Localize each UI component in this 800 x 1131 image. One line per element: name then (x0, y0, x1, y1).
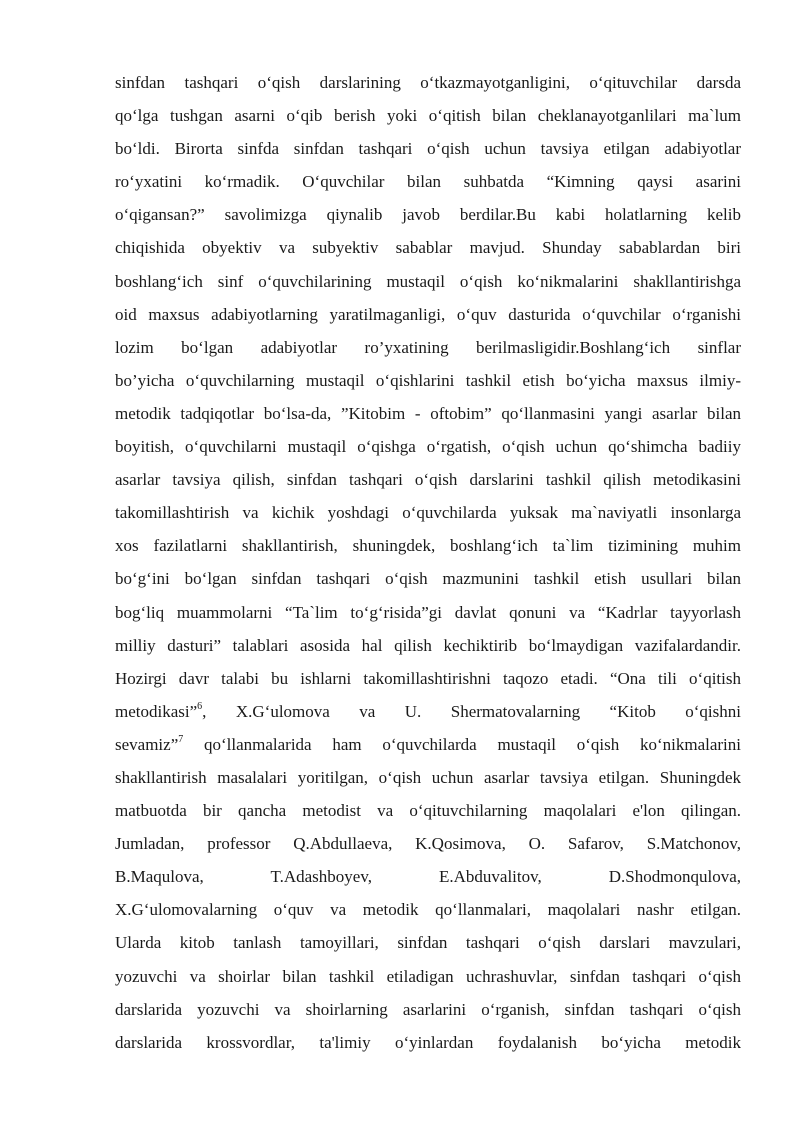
footnote-marker[interactable]: 7 (178, 734, 184, 746)
text-segment: qo‘llanmalarida ham o‘quvchilarda mustaqil o‘qish ko‘nikmalarini (203, 734, 741, 754)
document-page (115, 66, 741, 1059)
text-line-footnote-6 (115, 695, 741, 728)
text-line: o‘qigansan?” savolimizga qiynalib javob berdilar.Bu kabi holatlarning kelib (115, 205, 741, 225)
text-line: X.G‘ulomovalarning o‘quv va metodik qo‘llanmalari, maqolalari nashr etilgan. (115, 900, 741, 920)
text-line: takomillashtirish va kichik yoshdagi o‘quvchilarda yuksak ma`naviyatli insonlarga (115, 503, 741, 523)
text-line: yozuvchi va shoirlar bilan tashkil etiladigan uchrashuvlar, sinfdan tashqari o‘qish (115, 966, 741, 986)
text-line: metodik tadqiqotlar bo‘lsa-da, ”Kitobim - oftobim” qo‘llanmasini yangi asarlar bilan (115, 403, 741, 423)
text-line: bog‘liq muammolarni “Ta`lim to‘g‘risida”gi davlat qonuni va “Kadrlar tayyorlash (115, 602, 741, 622)
text-line: oid maxsus adabiyotlarning yaratilmaganligi, o‘quv dasturida o‘quvchilar o‘rganishi (115, 304, 741, 324)
text-line: milliy dasturi” talablari asosida hal qilish kechiktirib bo‘lmaydigan vazifalardandir. (115, 635, 741, 655)
footnote-ref-punct: , (202, 701, 207, 721)
text-line: darslarida krossvordlar, ta'limiy o‘yinlardan foydalanish bo‘yicha metodik (115, 1032, 741, 1052)
text-line: bo‘g‘ini bo‘lgan sinfdan tashqari o‘qish mazmunini tashkil etish usullari bilan (115, 569, 741, 589)
text-line: boyitish, o‘quvchilarni mustaqil o‘qishga o‘rgatish, o‘qish uchun qo‘shimcha badiiy (115, 437, 741, 457)
footnote-ref-text: sevamiz” (115, 734, 179, 754)
text-line: darslarida yozuvchi va shoirlarning asarlarini o‘rganish, sinfdan tashqari o‘qish (115, 999, 741, 1019)
footnote-marker[interactable]: 6 (197, 701, 203, 713)
footnote-ref-text: metodikasi” (115, 701, 198, 721)
text-line: boshlang‘ich sinf o‘quvchilarining mustaqil o‘qish ko‘nikmalarini shakllantirishga (115, 271, 741, 291)
text-line: B.Maqulova, T.Adashboyev, E.Abduvalitov, D.Shodmonqulova, (115, 867, 741, 887)
text-line: qo‘lga tushgan asarni o‘qib berish yoki o‘qitish bilan cheklanayotganlilari ma`lum (115, 106, 741, 126)
text-line: shakllantirish masalalari yoritilgan, o‘qish uchun asarlar tavsiya etilgan. Shuningdek (115, 767, 741, 787)
text-line: Jumladan, professor Q.Abdullaeva, K.Qosimova, O. Safarov, S.Matchonov, (115, 834, 741, 854)
text-line: Ularda kitob tanlash tamoyillari, sinfdan tashqari o‘qish darslari mavzulari, (115, 933, 741, 953)
text-line: xos fazilatlarni shakllantirish, shuningdek, boshlang‘ich ta`lim tizimining muhim (115, 536, 741, 556)
text-line: matbuotda bir qancha metodist va o‘qituvchilarning maqolalari e'lon qilingan. (115, 801, 741, 821)
text-segment: X.G‘ulomova va U. Shermatovalarning “Kitob o‘qishni (235, 701, 741, 721)
text-line-footnote-7 (115, 728, 741, 761)
text-line: bo‘ldi. Birorta sinfda sinfdan tashqari o‘qish uchun tavsiya etilgan adabiyotlar (115, 139, 741, 159)
text-line: ro‘yxatini ko‘rmadik. O‘quvchilar bilan suhbatda “Kimning qaysi asarini (115, 172, 741, 192)
text-line: lozim bo‘lgan adabiyotlar ro’yxatining berilmasligidir.Boshlang‘ich sinflar (115, 337, 741, 357)
text-line: bo’yicha o‘quvchilarning mustaqil o‘qishlarini tashkil etish bo‘yicha maxsus ilmiy- (115, 370, 741, 390)
text-line: sinfdan tashqari o‘qish darslarining o‘tkazmayotganligini, o‘qituvchilar darsda (115, 73, 741, 92)
text-line: asarlar tavsiya qilish, sinfdan tashqari o‘qish darslarini tashkil qilish metodikasini (115, 470, 741, 490)
text-line: Hozirgi davr talabi bu ishlarni takomillashtirishni taqozo etadi. “Ona tili o‘qitish (115, 668, 741, 688)
text-line: chiqishida obyektiv va subyektiv sabablar mavjud. Shunday sabablardan biri (115, 238, 741, 258)
